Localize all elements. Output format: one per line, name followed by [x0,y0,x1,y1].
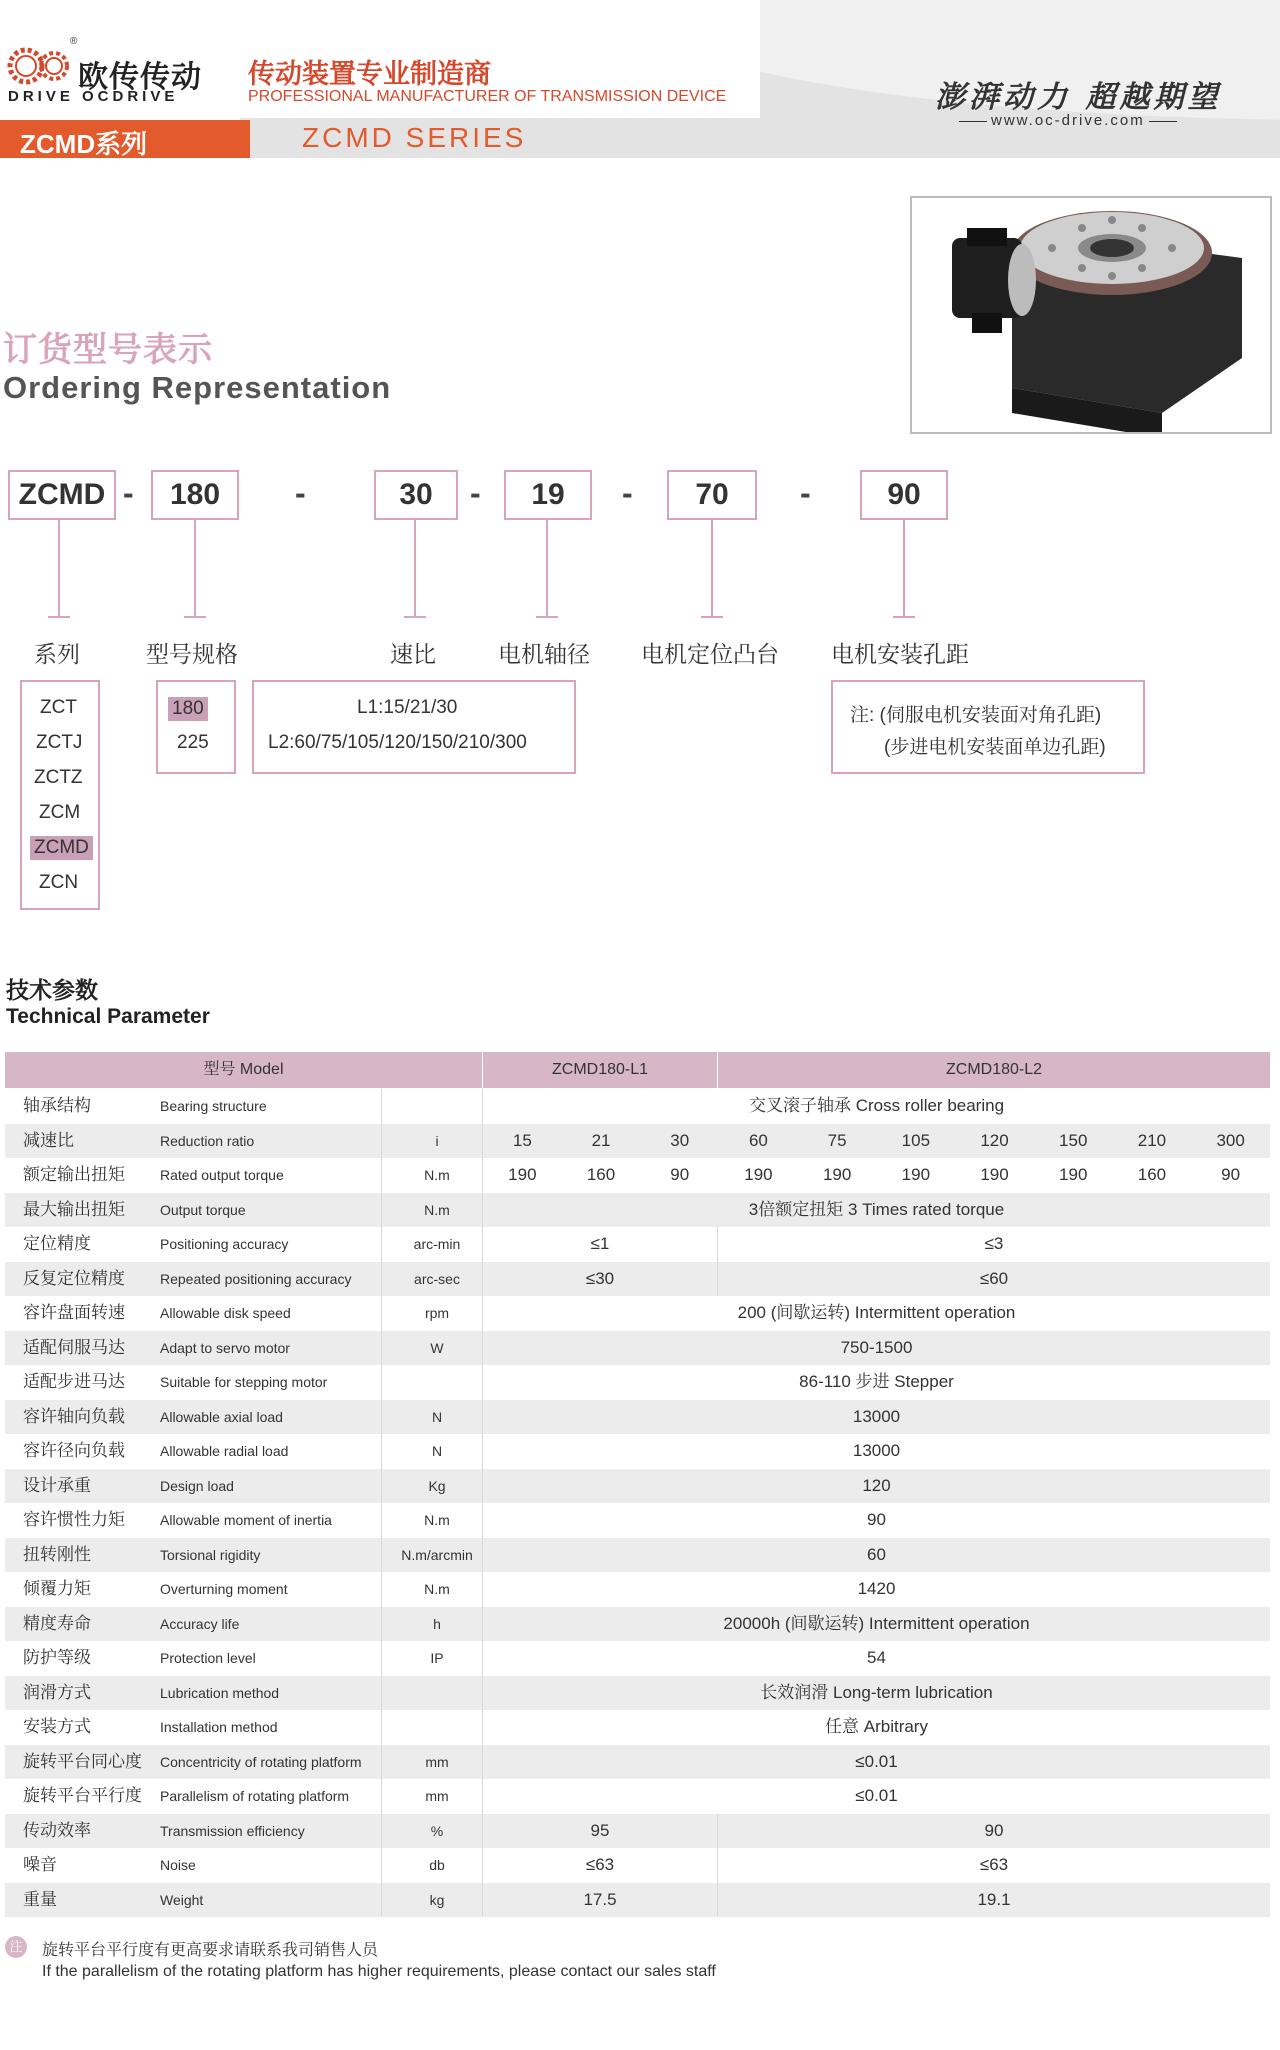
param-value: 长效润滑 Long-term lubrication [760,1682,993,1702]
size-option-selected: 180 [168,697,208,721]
param-unit: N.m [424,1201,450,1218]
connector-size [194,518,196,618]
connector-foot-hole [893,616,915,618]
param-value-l1: ≤30 [585,1268,615,1288]
tagline-en: PROFESSIONAL MANUFACTURER OF TRANSMISSION DEVICE [248,88,727,105]
param-name-en: Torsional rigidity [160,1546,261,1563]
param-unit: Kg [428,1477,446,1494]
header-l1: ZCMD180-L1 [551,1061,649,1078]
code-motor-hole: 90 [860,470,948,520]
dash-1: - [123,475,134,511]
connector-foot-shaft [536,616,558,618]
header-model: 型号 Model [203,1061,284,1078]
param-unit: W [430,1339,444,1356]
param-name-cn: 倾覆力矩 [23,1579,91,1598]
param-value-l1: ≤63 [585,1855,615,1874]
param-unit: N.m/arcmin [401,1546,473,1563]
note-text-en: If the parallelism of the rotating platform has higher requirements, please contact our sales staff [42,1963,716,1980]
param-unit: i [435,1132,439,1149]
column-separator [381,1814,382,1849]
param-value: 13000 [852,1406,901,1426]
param-value: 90 [670,1165,690,1184]
param-name-cn: 传动效率 [23,1820,91,1840]
table-row [5,1814,1270,1849]
dash-4: - [622,475,633,511]
connector-foot-series [48,616,70,618]
param-value: 160 [1137,1165,1167,1184]
param-value: 160 [586,1165,616,1184]
column-separator [381,1710,382,1745]
param-value: 190 [822,1165,852,1184]
param-name-cn: 适配伺服马达 [23,1337,125,1357]
param-value: 13000 [852,1441,901,1460]
param-value: ≤0.01 [855,1786,898,1805]
table-row [5,1469,1270,1504]
param-unit: N [431,1443,443,1459]
param-name-en: Allowable axial load [160,1408,283,1425]
param-value: 任意 Arbitrary [825,1717,928,1736]
code-motor-shaft: 19 [504,470,592,520]
param-value: 20000h (间歇运转) Intermittent operation [723,1613,1030,1633]
param-unit: arc-sec [414,1270,460,1287]
param-value-l2: 19.1 [977,1889,1011,1909]
series-option: ZCTJ [36,732,83,753]
param-value: 1420 [857,1579,896,1598]
param-value: 86-110 步进 Stepper [799,1372,954,1391]
dash-3: - [470,475,481,511]
series-option: ZCTZ [34,767,83,788]
column-separator [381,1089,382,1124]
logo-text-en: DRIVE OCDRIVE [8,88,179,105]
column-separator [381,1296,382,1331]
column-separator [381,1779,382,1814]
column-separator [381,1607,382,1642]
label-series: 系列 [34,641,80,667]
ratio-line-l2: L2:60/75/105/120/150/210/300 [268,732,527,753]
param-unit: IP [430,1650,444,1666]
label-ratio: 速比 [390,641,436,667]
website-url[interactable]: www.oc-drive.com [955,112,1181,129]
hole-notes-box [831,680,1145,774]
param-value: 90 [867,1510,886,1529]
param-name-cn: 安装方式 [23,1717,91,1736]
ordering-title-en: Ordering Representation [3,370,392,405]
param-value: 190 [901,1165,931,1184]
param-unit [392,1089,482,1124]
note-icon: 注 [5,1936,27,1958]
param-value: 105 [901,1130,931,1150]
param-value: 60 [748,1130,768,1150]
table-row [5,1089,1270,1124]
param-name-en: Allowable disk speed [160,1305,291,1321]
note-text-cn: 旋转平台平行度有更高要求请联系我司销售人员 [42,1942,379,1959]
ratio-line-l1: L1:15/21/30 [357,697,458,718]
param-name-en: Installation method [160,1719,278,1735]
logo-text-cn: 欧传传动 [78,61,202,94]
label-size: 型号规格 [146,641,238,667]
label-flange: 电机定位凸台 [641,641,779,667]
table-row [5,1607,1270,1642]
param-name-cn: 设计承重 [23,1475,91,1495]
param-name-cn: 精度寿命 [23,1613,91,1633]
param-name-en: Noise [160,1857,196,1873]
param-name-en: Allowable moment of inertia [160,1512,332,1528]
param-name-en: Design load [160,1477,234,1494]
column-separator [381,1745,382,1780]
param-unit: mm [425,1788,449,1804]
param-name-cn: 防护等级 [23,1648,91,1667]
param-name-en: Accuracy life [160,1615,240,1632]
series-option: ZCT [40,697,77,718]
table-row [5,1676,1270,1711]
param-name-cn: 容许盘面转速 [23,1303,125,1322]
table-row [5,1572,1270,1607]
param-value: 15 [512,1130,532,1150]
series-badge [0,120,250,158]
param-name-cn: 旋转平台平行度 [23,1786,142,1805]
table-row [5,1227,1270,1262]
column-separator [381,1434,382,1469]
param-name-en: Parallelism of rotating platform [160,1788,350,1804]
label-shaft: 电机轴径 [498,641,590,667]
param-name-cn: 容许径向负载 [23,1441,125,1460]
series-title-en: ZCMD SERIES [302,122,527,153]
param-value: 120 [862,1475,891,1495]
param-name-en: Adapt to servo motor [160,1339,290,1356]
param-name-en: Rated output torque [160,1167,284,1183]
param-name-cn: 最大输出扭矩 [23,1199,125,1219]
column-separator [381,1883,382,1918]
table-row [5,1710,1270,1745]
column-separator [381,1469,382,1504]
column-separator [381,1676,382,1711]
param-value: 90 [1221,1165,1241,1184]
param-name-cn: 重量 [23,1889,57,1909]
param-name-en: Reduction ratio [160,1132,255,1149]
connector-series [58,518,60,618]
column-separator [381,1572,382,1607]
param-unit [392,1710,482,1745]
hole-note-servo: 注: (伺服电机安装面对角孔距) [850,705,1102,726]
param-name-en: Lubrication method [160,1684,280,1701]
param-unit [392,1365,482,1400]
table-row [5,1124,1270,1159]
tagline-cn: 传动装置专业制造商 [248,59,491,89]
param-name-en: Suitable for stepping motor [160,1374,328,1390]
param-value: 190 [980,1165,1009,1184]
table-row [5,1331,1270,1366]
connector-foot-flange [701,616,723,618]
param-value: 190 [1059,1165,1088,1184]
param-unit: N.m [424,1167,450,1183]
column-separator [381,1124,382,1159]
param-value: 3倍额定扭矩 3 Times rated torque [748,1199,1005,1219]
ratio-options-box [252,680,576,774]
param-value: 60 [867,1544,886,1564]
param-name-en: Transmission efficiency [160,1822,305,1839]
ordering-title-cn: 订货型号表示 [3,331,213,369]
param-value-l2: ≤63 [979,1855,1009,1874]
table-row [5,1262,1270,1297]
param-name-cn: 容许轴向负载 [23,1406,125,1426]
param-name-cn: 容许惯性力矩 [23,1510,125,1529]
size-option: 225 [177,732,209,753]
param-value-l2: ≤60 [979,1268,1009,1288]
connector-flange [711,518,713,618]
table-row [5,1365,1270,1400]
param-name-cn: 减速比 [23,1130,74,1150]
param-value: 190 [744,1165,773,1184]
tech-title-en: Technical Parameter [6,1005,210,1028]
column-separator [381,1193,382,1228]
param-name-en: Concentricity of rotating platform [160,1753,362,1770]
column-separator [381,1262,382,1297]
param-name-cn: 轴承结构 [23,1096,91,1115]
param-name-cn: 旋转平台同心度 [23,1751,142,1771]
param-value: 150 [1059,1130,1088,1150]
registered-mark: ® [70,36,78,47]
param-value: 75 [827,1130,847,1150]
param-name-cn: 定位精度 [23,1234,91,1253]
table-row [5,1779,1270,1814]
param-name-en: Protection level [160,1650,256,1666]
code-motor-flange: 70 [667,470,757,520]
param-value-l2: 90 [984,1820,1004,1840]
param-unit: mm [425,1753,449,1770]
label-hole: 电机安装孔距 [831,641,969,667]
slogan: 澎湃动力 超越期望 [935,80,1222,115]
connector-shaft [546,518,548,618]
table-row [5,1400,1270,1435]
param-unit: arc-min [413,1236,461,1252]
param-name-en: Bearing structure [160,1098,267,1114]
column-separator [381,1158,382,1193]
hole-note-stepper: (步进电机安装面单边孔距) [884,737,1106,758]
code-ratio: 30 [374,470,458,520]
param-name-cn: 反复定位精度 [23,1268,125,1288]
param-name-cn: 噪音 [23,1855,57,1874]
column-separator [381,1641,382,1676]
rotary-table-image [912,198,1270,432]
param-name-cn: 额定输出扭矩 [23,1165,125,1184]
code-series: ZCMD [8,470,116,520]
param-name-en: Output torque [160,1201,246,1218]
param-value: 120 [980,1130,1009,1150]
param-unit: h [433,1615,441,1632]
param-unit [392,1676,482,1711]
connector-hole [903,518,905,618]
param-value: 200 (间歇运转) Intermittent operation [737,1303,1016,1322]
param-value-l2: ≤3 [984,1234,1004,1253]
param-value-l1: 17.5 [583,1889,617,1909]
tech-title-cn: 技术参数 [6,977,98,1003]
series-option: ZCM [39,802,81,823]
param-unit: rpm [424,1305,450,1321]
column-separator [381,1400,382,1435]
table-row [5,1296,1270,1331]
param-unit: db [429,1857,445,1873]
param-unit: kg [429,1891,445,1908]
dash-2: - [295,475,306,511]
connector-foot-size [184,616,206,618]
series-option-selected: ZCMD [30,836,93,860]
param-name-en: Positioning accuracy [160,1236,289,1252]
connector-ratio [414,518,416,618]
table-row [5,1641,1270,1676]
dash-5: - [800,475,811,511]
param-name-en: Repeated positioning accuracy [160,1270,352,1287]
size-options-box [156,680,236,774]
table-row [5,1883,1270,1918]
param-name-cn: 润滑方式 [23,1682,91,1702]
param-value: 交叉滚子轴承 Cross roller bearing [748,1096,1005,1115]
table-row [5,1434,1270,1469]
param-value-l1: 95 [590,1820,610,1840]
series-option: ZCN [39,872,79,893]
column-separator [381,1503,382,1538]
header-l2: ZCMD180-L2 [945,1061,1043,1078]
param-name-en: Weight [160,1891,204,1908]
param-value-l1: ≤1 [590,1234,610,1253]
param-unit: N.m [424,1512,450,1528]
param-value: 21 [591,1130,611,1150]
connector-foot-ratio [404,616,426,618]
param-unit: % [430,1822,444,1839]
param-value: 30 [670,1130,690,1150]
page-header [0,0,1280,158]
param-unit: N [431,1408,443,1425]
column-separator [381,1227,382,1262]
table-row [5,1745,1270,1780]
column-separator [381,1365,382,1400]
column-separator [381,1538,382,1573]
param-value: 300 [1216,1130,1245,1150]
param-name-en: Allowable radial load [160,1443,289,1459]
series-title-cn: ZCMD系列 [20,129,148,159]
table-row [5,1503,1270,1538]
param-unit: N.m [424,1581,450,1597]
table-row [5,1158,1270,1193]
product-photo [910,196,1272,434]
table-header [5,1052,1270,1088]
table-row [5,1193,1270,1228]
table-row [5,1848,1270,1883]
param-value: 210 [1137,1130,1167,1150]
param-value: 190 [508,1165,537,1184]
param-value: 750-1500 [840,1337,913,1357]
table-row [5,1538,1270,1573]
param-name-cn: 扭转刚性 [23,1544,91,1564]
param-value: ≤0.01 [855,1751,898,1771]
param-value: 54 [867,1648,886,1667]
param-name-cn: 适配步进马达 [23,1372,125,1391]
param-name-en: Overturning moment [160,1581,288,1597]
code-size: 180 [151,470,239,520]
column-separator [381,1848,382,1883]
column-separator [381,1331,382,1366]
